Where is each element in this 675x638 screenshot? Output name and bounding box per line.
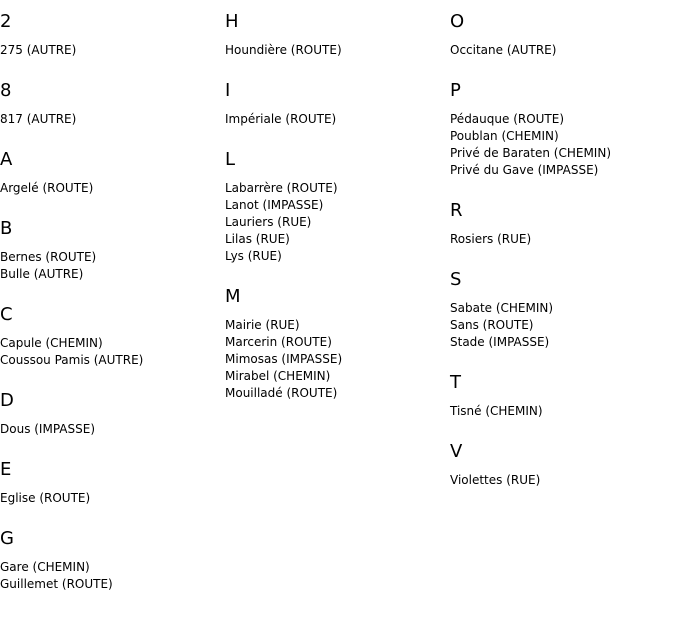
letter-group — [0, 303, 225, 369]
street-item: Coussou Pamis (AUTRE) — [0, 353, 144, 367]
street-item: Marcerin (ROUTE) — [225, 335, 332, 349]
street-item: 817 (AUTRE) — [0, 112, 77, 126]
street-item: Lys (RUE) — [225, 249, 282, 263]
letter-heading: L — [225, 149, 236, 170]
letter-heading: P — [450, 80, 461, 101]
letter-group — [0, 389, 225, 438]
street-item: Bulle (AUTRE) — [0, 267, 84, 281]
index-column — [450, 10, 675, 509]
street-item: Lilas (RUE) — [225, 232, 290, 246]
street-item: Labarrère (ROUTE) — [225, 181, 338, 195]
letter-heading: V — [450, 441, 463, 462]
letter-group — [225, 285, 450, 402]
letter-group — [450, 440, 675, 489]
letter-heading: D — [0, 390, 14, 411]
street-item: Eglise (ROUTE) — [0, 491, 91, 505]
street-item: Mairie (RUE) — [225, 318, 300, 332]
street-item: Guillemet (ROUTE) — [0, 577, 113, 591]
letter-group — [225, 10, 450, 59]
street-list — [0, 421, 225, 438]
street-list — [450, 403, 675, 420]
street-item: Mouilladé (ROUTE) — [225, 386, 338, 400]
street-item: Privé du Gave (IMPASSE) — [450, 163, 599, 177]
letter-group — [225, 148, 450, 265]
letter-heading: 2 — [0, 11, 12, 32]
letter-heading: T — [450, 372, 461, 393]
street-list — [225, 317, 450, 402]
street-list — [225, 180, 450, 265]
street-item: Rosiers (RUE) — [450, 232, 532, 246]
letter-heading: S — [450, 269, 462, 290]
street-list — [225, 42, 450, 59]
index-column — [0, 10, 225, 613]
letter-group — [450, 79, 675, 179]
letter-group — [225, 79, 450, 128]
street-item: Sabate (CHEMIN) — [450, 301, 554, 315]
street-list — [450, 111, 675, 179]
street-list — [0, 249, 225, 283]
letter-heading: H — [225, 11, 239, 32]
letter-heading: O — [450, 11, 465, 32]
street-item: Occitane (AUTRE) — [450, 43, 557, 57]
street-list — [225, 111, 450, 128]
street-item: Privé de Baraten (CHEMIN) — [450, 146, 612, 160]
street-list — [0, 111, 225, 128]
letter-heading: B — [0, 218, 13, 239]
index-column — [225, 10, 450, 422]
letter-group — [450, 268, 675, 351]
street-list — [450, 42, 675, 59]
letter-heading: C — [0, 304, 13, 325]
street-item: 275 (AUTRE) — [0, 43, 77, 57]
street-list — [0, 180, 225, 197]
street-list — [0, 490, 225, 507]
street-list — [0, 42, 225, 59]
street-item: Lauriers (RUE) — [225, 215, 312, 229]
letter-heading: G — [0, 528, 14, 549]
letter-group — [450, 199, 675, 248]
street-item: Capule (CHEMIN) — [0, 336, 103, 350]
letter-heading: I — [225, 80, 231, 101]
street-list — [0, 335, 225, 369]
letter-group — [0, 527, 225, 593]
letter-group — [450, 10, 675, 59]
street-item: Violettes (RUE) — [450, 473, 541, 487]
street-item: Bernes (ROUTE) — [0, 250, 97, 264]
street-item: Dous (IMPASSE) — [0, 422, 96, 436]
letter-heading: 8 — [0, 80, 12, 101]
street-item: Pédauque (ROUTE) — [450, 112, 565, 126]
street-item: Sans (ROUTE) — [450, 318, 534, 332]
letter-group — [0, 148, 225, 197]
street-list — [450, 472, 675, 489]
street-item: Gare (CHEMIN) — [0, 560, 90, 574]
street-item: Stade (IMPASSE) — [450, 335, 550, 349]
letter-heading: E — [0, 459, 12, 480]
street-item: Impériale (ROUTE) — [225, 112, 337, 126]
street-item: Tisné (CHEMIN) — [450, 404, 543, 418]
letter-group — [0, 217, 225, 283]
street-item: Argelé (ROUTE) — [0, 181, 94, 195]
letter-group — [0, 79, 225, 128]
street-item: Poublan (CHEMIN) — [450, 129, 559, 143]
letter-group — [0, 10, 225, 59]
letter-group — [450, 371, 675, 420]
street-item: Mimosas (IMPASSE) — [225, 352, 343, 366]
street-list — [450, 231, 675, 248]
letter-heading: A — [0, 149, 13, 170]
street-list — [0, 559, 225, 593]
letter-group — [0, 458, 225, 507]
street-item: Lanot (IMPASSE) — [225, 198, 324, 212]
street-item: Houndière (ROUTE) — [225, 43, 342, 57]
street-list — [450, 300, 675, 351]
street-item: Mirabel (CHEMIN) — [225, 369, 331, 383]
letter-heading: R — [450, 200, 463, 221]
letter-heading: M — [225, 286, 241, 307]
